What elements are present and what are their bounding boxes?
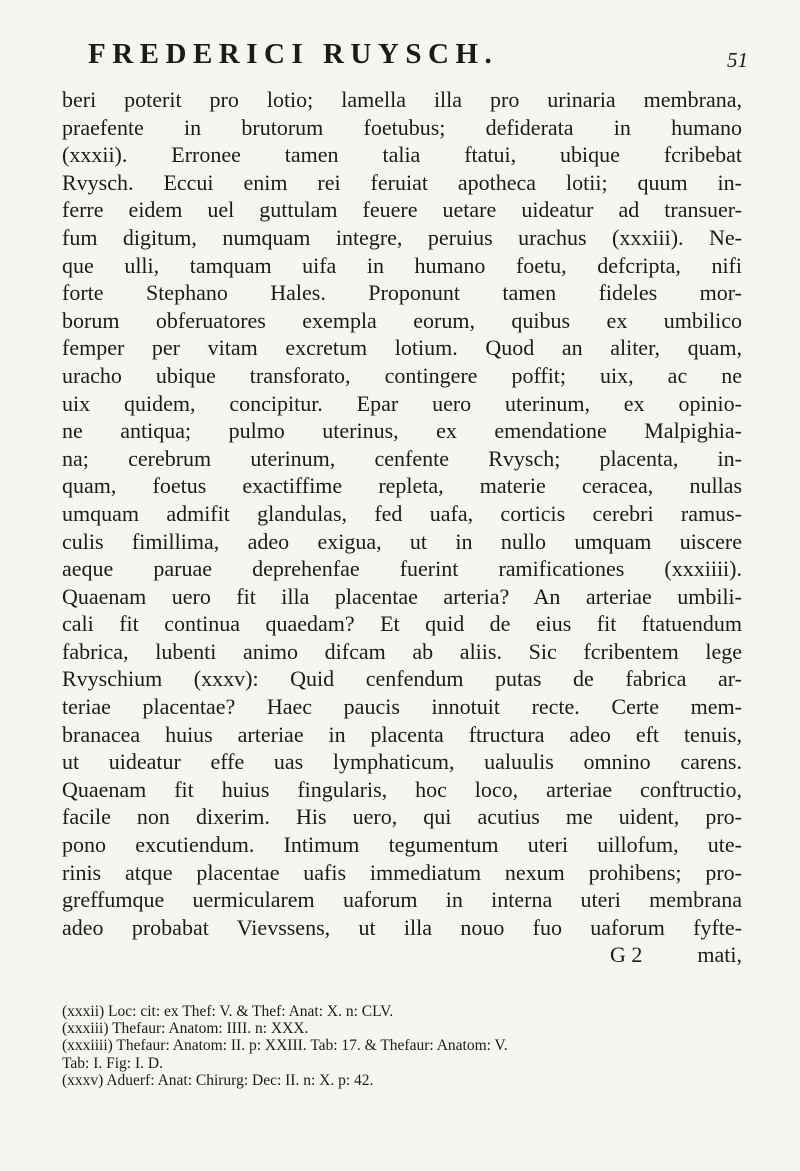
text-line: que ulli, tamquam uifa in humano foetu, defcripta, nifi	[62, 252, 742, 278]
text-line: Rvyschium (xxxv): Quid cenfendum putas de fabrica ar-	[62, 666, 742, 692]
text-line: quam, foetus exactiffime repleta, materie ceracea, nullas	[62, 473, 742, 499]
text-line: uracho ubique transforato, contingere poffit; uix, ac ne	[62, 362, 742, 388]
footnotes	[62, 1003, 722, 1089]
text-line: Quaenam uero fit illa placentae arteria? An arteriae umbili-	[62, 583, 742, 609]
text-line: teriae placentae? Haec paucis innotuit recte. Certe mem-	[62, 694, 742, 720]
text-line: adeo probabat Vievssens, ut illa nouo fuo uaforum fyfte-	[62, 914, 742, 940]
text-line: pono excutiendum. Intimum tegumentum uteri uillofum, ute-	[62, 832, 742, 858]
footnote: (xxxv) Aduerf: Anat: Chirurg: Dec: II. n: X. p: 42.	[62, 1071, 374, 1089]
text-line: na; cerebrum uterinum, cenfente Rvysch; placenta, in-	[62, 445, 742, 471]
text-line: fabrica, lubenti animo difcam ab aliis. Sic fcribentem lege	[62, 638, 742, 664]
text-line: borum obferuatores exempla eorum, quibus ex umbilico	[62, 307, 742, 333]
text-line: praefente in brutorum foetubus; defiderata in humano	[62, 114, 742, 140]
footnote: (xxxii) Loc: cit: ex Thef: V. & Thef: Anat: X. n: CLV.	[62, 1003, 394, 1020]
text-line: femper per vitam excretum lotium. Quod an aliter, quam,	[62, 335, 742, 361]
text-line: uix quidem, concipitur. Epar uero uterinum, ex opinio-	[62, 390, 742, 416]
text-line: ut uideatur effe uas lymphaticum, ualuulis omnino carens.	[62, 749, 742, 775]
page-number: 51	[727, 48, 748, 72]
text-line: rinis atque placentae uafis immediatum nexum prohibens; pro-	[62, 859, 742, 885]
running-head	[88, 38, 748, 78]
text-line: forte Stephano Hales. Proponunt tamen fideles mor-	[62, 280, 742, 306]
text-line: aeque paruae deprehenfae fuerint ramificationes (xxxiiii).	[62, 556, 742, 582]
footnote: (xxxiii) Thefaur: Anatom: IIII. n: XXX.	[62, 1020, 309, 1038]
signature-line: G 2 mati,	[610, 942, 742, 968]
text-line: Rvysch. Eccui enim rei feruiat apotheca lotii; quum in-	[62, 169, 742, 195]
text-line: fum digitum, numquam integre, peruius urachus (xxxiii). Ne-	[62, 224, 742, 250]
footnote: (xxxiiii) Thefaur: Anatom: II. p: XXIII. Tab: 17. & Thefaur: Anatom: V.	[62, 1037, 508, 1055]
text-line: facile non dixerim. His uero, qui acutius me uident, pro-	[62, 804, 742, 830]
text-line: ne antiqua; pulmo uterinus, ex emendatione Malpighia-	[62, 418, 742, 444]
text-line: culis fimillima, adeo exigua, ut in nullo umquam uiscere	[62, 528, 742, 554]
text-line: ferre eidem uel guttulam feuere uetare uideatur ad transuer-	[62, 197, 742, 223]
running-title: FREDERICI RUYSCH.	[88, 38, 499, 70]
text-line: beri poterit pro lotio; lamella illa pro urinaria membrana,	[62, 87, 742, 112]
body-text	[62, 86, 742, 969]
text-line: branacea huius arteriae in placenta ftructura adeo eft tenuis,	[62, 721, 742, 747]
text-line: Quaenam fit huius fingularis, hoc loco, arteriae conftructio,	[62, 776, 742, 802]
text-line: greffumque uermicularem uaforum in interna uteri membrana	[62, 887, 742, 913]
text-line: (xxxii). Erronee tamen talia ftatui, ubique fcribebat	[62, 142, 742, 168]
text-line: umquam admifit glandulas, fed uafa, corticis cerebri ramus-	[62, 500, 742, 526]
footnote: Tab: I. Fig: I. D.	[62, 1054, 163, 1072]
text-line: cali fit continua quaedam? Et quid de eius fit ftatuendum	[62, 611, 742, 637]
